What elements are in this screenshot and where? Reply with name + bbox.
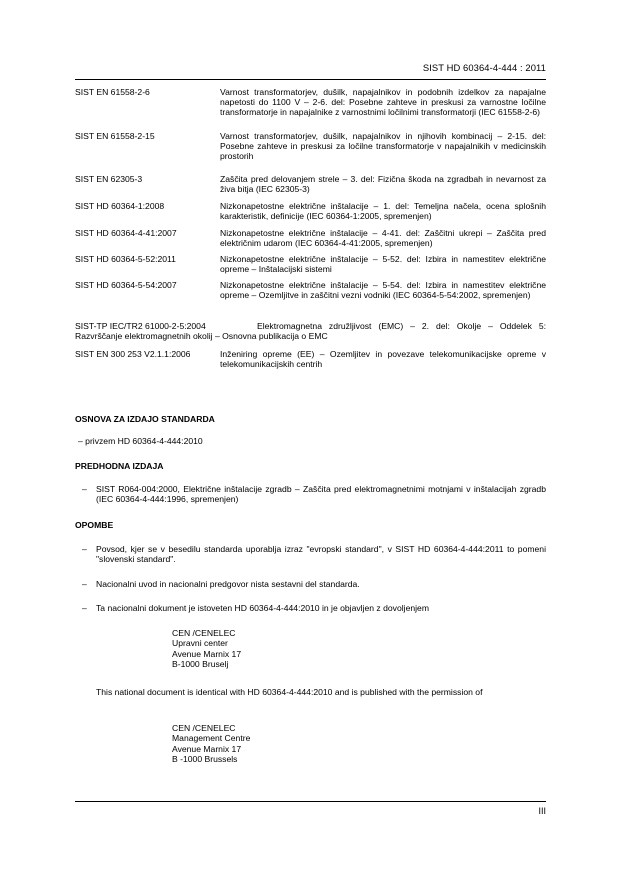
reference-description: Nizkonapetostne električne inštalacije – 1. del: Temeljna načela, ocena splošnih karakteristik, definicije (IEC 60364-1:2005, spremenjen)	[220, 201, 546, 222]
reference-code: SIST EN 62305-3	[75, 174, 143, 184]
list-dash: –	[82, 579, 87, 589]
reference-code: SIST EN 61558-2-15	[75, 131, 155, 141]
reference-code: SIST-TP IEC/TR2 61000-2-5:2004	[75, 321, 206, 331]
address-line: CEN /CENELEC	[172, 628, 236, 638]
note-item: Nacionalni uvod in nacionalni predgovor nista sestavni del standarda.	[96, 579, 360, 589]
page-number: III	[538, 806, 546, 816]
note-item: Ta nacionalni dokument je istoveten HD 60364-4-444:2010 in je objavljen z dovoljenjem	[96, 603, 429, 613]
list-dash: –	[82, 603, 87, 613]
reference-description: Nizkonapetostne električne inštalacije – 5-52. del: Izbira in namestitev električne opreme – Inštalacijski sistemi	[220, 254, 546, 275]
reference-description: Elektromagnetna združljivost (EMC) – 2. del: Okolje – Oddelek 5: Razvrščanje elektromagnetnih okolij – Osnovna publikacija o EMC	[75, 321, 546, 342]
reference-row	[75, 349, 546, 371]
basis-item: – privzem HD 60364-4-444:2010	[78, 436, 203, 446]
address-line: B-1000 Bruselj	[172, 659, 229, 670]
note-item: Povsod, kjer se v besedilu standarda uporablja izraz "evropski standard", v SIST HD 60364-4-444:2011 to pomeni "slovenski standard".	[96, 544, 546, 565]
address-line: Avenue Marnix 17	[172, 648, 242, 659]
reference-row	[75, 228, 546, 254]
footer-rule	[75, 801, 546, 802]
address-block-sl	[172, 628, 241, 670]
address-line: Management Centre	[172, 733, 251, 744]
reference-code: SIST HD 60364-4-41:2007	[75, 228, 177, 238]
list-dash: –	[82, 484, 87, 494]
reference-code: SIST HD 60364-1:2008	[75, 201, 165, 211]
header-rule	[75, 79, 546, 80]
reference-row	[75, 254, 546, 280]
reference-code: SIST HD 60364-5-52:2011	[75, 254, 176, 264]
reference-description: Nizkonapetostne električne inštalacije – 5-54. del: Izbira in namestitev električne opreme – Ozemljitve in zaščitni vezni vodniki (IEC 60364-5-54:2002, spremenjen)	[220, 280, 546, 301]
address-line: B -1000 Brussels	[172, 754, 238, 765]
document-header: SIST HD 60364-4-444 : 2011	[422, 62, 546, 73]
basis-heading: OSNOVA ZA IZDAJO STANDARDA	[75, 414, 215, 424]
reference-row	[75, 201, 546, 228]
reference-description: Varnost transformatorjev, dušilk, napajalnikov in njihovih kombinacij – 2-15. del: Posebne zahteve in preskusi za ločilne transformatorje v napajalnikih v medicinskih prostorih	[220, 131, 546, 162]
reference-description: Varnost transformatorjev, dušilk, napajalnikov in podobnih izdelkov za napajalne napetosti do 1100 V – 2-6. del: Posebne zahteve in preskusi za varnostne ločilne transformatorje in napajalnike z varnostnimi ločilnimi transformatorji (IEC 61558-2-6)	[220, 87, 546, 118]
reference-row	[75, 280, 546, 321]
reference-description: Inženiring opreme (EE) – Ozemljitev in povezave telekomunikacijske opreme v telekomunikacijskih centrih	[220, 349, 546, 370]
reference-row	[75, 174, 546, 201]
reference-row	[75, 131, 546, 174]
english-permission-note: This national document is identical with HD 60364-4-444:2010 and is published with the permission of	[96, 687, 483, 697]
reference-row	[75, 87, 546, 131]
address-line: CEN /CENELEC	[172, 723, 236, 733]
reference-code: SIST EN 300 253 V2.1.1:2006	[75, 349, 191, 359]
previous-edition-item: SIST R064-004:2000, Električne inštalacije zgradb – Zaščita pred elektromagnetnimi motnjami v inštalacijah zgradb (IEC 60364-4-444:1996, spremenjen)	[96, 484, 546, 505]
reference-description: Nizkonapetostne električne inštalacije – 4-41. del: Zaščitni ukrepi – Zaščita pred električnim udarom (IEC 60364-4-41:2005, spremenjen)	[220, 228, 546, 249]
reference-code: SIST EN 61558-2-6	[75, 87, 150, 97]
reference-code: SIST HD 60364-5-54:2007	[75, 280, 177, 290]
notes-heading: OPOMBE	[75, 520, 114, 530]
reference-description: Zaščita pred delovanjem strele – 3. del: Fizična škoda na zgradbah in nevarnost za živa bitja (IEC 62305-3)	[220, 174, 546, 195]
address-line: Avenue Marnix 17	[172, 743, 242, 754]
reference-row	[75, 321, 546, 349]
address-block-en	[172, 723, 250, 765]
list-dash: –	[82, 544, 87, 554]
address-line: Upravni center	[172, 638, 228, 649]
normative-references-list	[75, 87, 546, 371]
previous-edition-heading: PREDHODNA IZDAJA	[75, 461, 164, 471]
